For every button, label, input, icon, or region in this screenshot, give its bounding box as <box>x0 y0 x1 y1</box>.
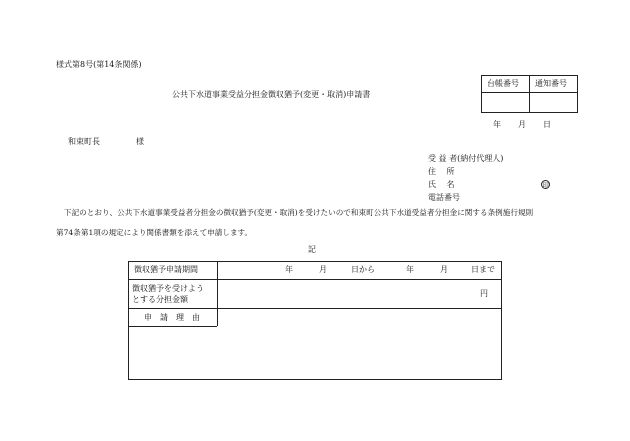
body-text-line-2: 第74条第1項の規定により関係書類を添えて申請します。 <box>56 228 253 237</box>
application-reason-label: 申 請 理 由 <box>144 313 200 322</box>
period-from-day: 日から <box>351 265 375 274</box>
date-month-label: 月 <box>518 120 526 129</box>
period-from-year: 年 <box>285 265 293 274</box>
applicant-name-label: 氏 名 <box>428 180 455 189</box>
applicant-phone-field[interactable] <box>470 191 560 203</box>
page-title: 公共下水道事業受益分担金徴収猶予(変更・取消)申請書 <box>172 90 371 99</box>
form-number: 様式第8号(第14条関係) <box>56 60 142 69</box>
date-day-label: 日 <box>543 120 551 129</box>
office-use-table <box>481 75 578 113</box>
addressee-honorific: 様 <box>136 137 144 146</box>
ki-heading: 記 <box>308 245 316 254</box>
period-to-day: 日まで <box>471 265 495 274</box>
applicant-phone-label: 電話番号 <box>428 193 460 202</box>
period-to-month: 月 <box>440 265 448 274</box>
application-table <box>128 261 502 380</box>
applicant-address-field[interactable] <box>470 165 560 177</box>
applicant-role-label: 受 益 者(納付代理人) <box>428 154 504 163</box>
addressee-name: 和束町長 <box>68 137 100 146</box>
deferred-amount-label-line-2: とする分担金額 <box>132 295 188 304</box>
seal-mark: 印 <box>542 181 549 189</box>
application-reason-field[interactable] <box>129 327 501 379</box>
deferred-amount-field[interactable] <box>218 280 501 308</box>
body-text-line-1: 下記のとおり、公共下水道事業受益者分担金の徴収猶予(変更・取消)を受けたいので和束町公共下水道受益者分担金に関する条例施行規則 <box>64 208 534 217</box>
period-to-year: 年 <box>406 265 414 274</box>
notice-number-header: 通知番号 <box>535 79 567 88</box>
yen-unit: 円 <box>480 289 488 298</box>
ledger-number-cell[interactable] <box>482 93 528 112</box>
notice-number-cell[interactable] <box>530 93 577 112</box>
deferred-amount-label-line-1: 徴収猶予を受けよう <box>132 284 204 293</box>
ledger-number-header: 台帳番号 <box>487 79 519 88</box>
application-period-field[interactable] <box>218 262 501 279</box>
period-from-month: 月 <box>319 265 327 274</box>
application-period-label: 徴収猶予申請期間 <box>134 265 198 274</box>
applicant-name-field[interactable] <box>470 178 538 190</box>
date-year-label: 年 <box>493 120 501 129</box>
applicant-address-label: 住 所 <box>428 167 455 176</box>
